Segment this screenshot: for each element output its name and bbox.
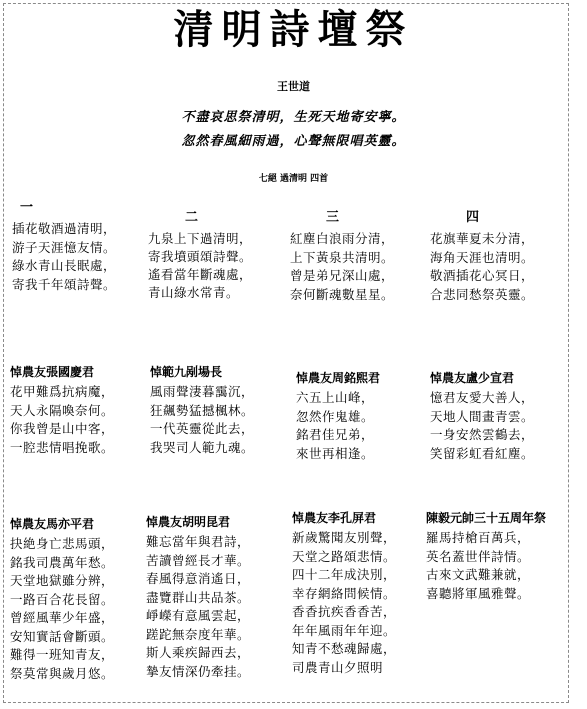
poem-line: 青山綠水常青。 bbox=[148, 285, 240, 300]
poem-title: 悼農友盧少宣君 bbox=[430, 371, 515, 385]
poem-line: 天堂地獄雖分辨， bbox=[10, 573, 115, 588]
poem-line: 盡覽群山共品茶。 bbox=[146, 589, 251, 605]
poem-line: 喜聽將軍風雅聲。 bbox=[426, 585, 531, 601]
poem-line: 我哭司人範九魂。 bbox=[150, 439, 255, 455]
poem-line: 綠水青山長眠處， bbox=[12, 258, 117, 273]
poem-line: 一路百合花長留。 bbox=[10, 591, 115, 607]
poem-9 bbox=[10, 516, 114, 683]
poem-line: 游子天涯憶友情。 bbox=[12, 239, 117, 255]
poem-line: 曾經風華少年盛， bbox=[10, 610, 115, 625]
poem-line: 摯友情深仍牽挂。 bbox=[146, 663, 251, 679]
poem-line: 憶君友愛大善人， bbox=[430, 390, 535, 405]
poem-line: 四十二年成決別， bbox=[292, 567, 397, 582]
poem-line: 英名蓋世伴詩情。 bbox=[426, 548, 531, 564]
poem-line: 你我曾是山中客， bbox=[10, 421, 115, 436]
poem-line: 苦讀曾經長才華。 bbox=[146, 552, 251, 568]
poem-line: 一腔悲情唱挽歌。 bbox=[10, 439, 115, 455]
poem-3 bbox=[290, 210, 394, 304]
poem-line: 古來文武難兼就， bbox=[426, 567, 531, 582]
poem-title: 悼範九剐場長 bbox=[150, 365, 223, 379]
poem-12 bbox=[426, 510, 546, 603]
poem-line: 紅塵白浪雨分清， bbox=[290, 231, 395, 246]
poem-line: 難忘當年與君詩， bbox=[146, 534, 251, 549]
poem-8 bbox=[430, 370, 534, 463]
poem-line: 一身安然雲鶴去， bbox=[430, 427, 535, 442]
poem-line: 幸存網絡問候情。 bbox=[292, 585, 397, 601]
poem-line: 六五上山峰， bbox=[296, 390, 375, 405]
poem-5 bbox=[10, 364, 114, 457]
poem-title: 悼農友張國慶君 bbox=[10, 365, 95, 379]
poem-6 bbox=[150, 364, 254, 457]
poem-line: 安知實話會斷頭。 bbox=[10, 628, 115, 644]
poem-line: 上下黃泉共清明。 bbox=[290, 249, 395, 265]
poem-line: 崢嶸有意風雲起， bbox=[146, 608, 251, 623]
poem-1 bbox=[12, 200, 116, 294]
poem-line: 狂飆勢猛撼楓林。 bbox=[150, 402, 255, 418]
poem-line: 抉絶身亡悲馬頭， bbox=[10, 536, 115, 551]
poem-line: 忽然作鬼雄。 bbox=[296, 408, 375, 424]
poem-line: 銘君佳兄弟， bbox=[296, 427, 375, 442]
intro-line-2: 忽然春風細雨過，心聲無限唱英靈。 bbox=[181, 134, 406, 149]
poem-line: 難得一班知青友， bbox=[10, 647, 115, 662]
poem-line: 風雨聲淒暮靄沉， bbox=[150, 384, 255, 399]
poem-line: 年年風雨年年迎。 bbox=[292, 622, 397, 638]
page-title: 清明詩壇祭 bbox=[173, 6, 414, 53]
poem-title: 悼農友胡明昆君 bbox=[146, 515, 231, 529]
poem-title: 悼農友李孔屏君 bbox=[292, 511, 377, 525]
poem-line: 香香抗疾香香苦， bbox=[292, 604, 397, 619]
poem-line: 來世再相逢。 bbox=[296, 445, 375, 461]
poem-line: 羅馬持槍百萬兵， bbox=[426, 530, 531, 545]
poem-11 bbox=[292, 510, 396, 677]
poem-line: 天地人間畫青雲。 bbox=[430, 408, 535, 424]
poem-line: 九泉上下過清明， bbox=[148, 231, 253, 246]
poem-2 bbox=[148, 210, 252, 302]
poem-line: 合悲同愁祭英靈。 bbox=[430, 286, 535, 302]
poem-line: 春風得意消遙日， bbox=[146, 571, 251, 586]
poem-line: 敬酒插花心冥日， bbox=[430, 268, 535, 283]
poem-10 bbox=[146, 514, 250, 681]
poem-line: 司農青山夕照明 bbox=[292, 659, 384, 675]
author-name: 王世道 bbox=[277, 80, 310, 93]
poem-line: 曾是弟兄深山處， bbox=[290, 268, 395, 283]
poem-title: 四 bbox=[466, 210, 480, 225]
series-label: 七絕 過清明 四首 bbox=[258, 174, 329, 184]
poem-title: 陳毅元帥三十五周年祭 bbox=[426, 511, 547, 525]
poem-line: 斯人乘疾歸西去， bbox=[146, 645, 251, 660]
poem-line: 奈何斷魂數星星。 bbox=[290, 286, 395, 302]
poem-line: 銘我司農萬年愁。 bbox=[10, 554, 115, 570]
poem-line: 花旗華夏未分清， bbox=[430, 231, 535, 246]
poem-line: 海角天涯也清明。 bbox=[430, 249, 535, 265]
poem-line: 花甲難爲抗病魔， bbox=[10, 384, 115, 399]
poem-line: 天人永隔喚奈何。 bbox=[10, 402, 115, 418]
poem-line: 新歲驚聞友別聲， bbox=[292, 530, 397, 545]
poem-7 bbox=[296, 370, 380, 463]
poem-title: 悼農友周銘熙君 bbox=[296, 371, 381, 385]
poem-line: 一代英靈從此去， bbox=[150, 421, 255, 436]
poem-line: 寄我千年頌詩聲。 bbox=[12, 276, 117, 292]
poem-title: 一 bbox=[20, 200, 34, 215]
poem-line: 寄我墳頭頌詩聲。 bbox=[148, 249, 253, 264]
poem-line: 插花敬酒過清明， bbox=[12, 221, 117, 236]
poem-line: 祭莫常與歲月悠。 bbox=[10, 665, 115, 681]
poem-line: 遙看當年斷魂處， bbox=[148, 267, 253, 282]
poem-line: 笑留彩虹看紅塵。 bbox=[430, 445, 535, 461]
poem-title: 二 bbox=[185, 210, 199, 225]
poem-title: 悼農友馬亦平君 bbox=[10, 517, 95, 531]
poem-line: 蹉跎無奈度年華。 bbox=[146, 626, 251, 642]
intro-line-1: 不盡哀思祭清明，生死天地寄安寧。 bbox=[181, 110, 406, 125]
poem-line: 天堂之路頌悲情。 bbox=[292, 548, 397, 564]
poem-4 bbox=[430, 210, 534, 304]
poem-line: 知青不愁魂歸處， bbox=[292, 641, 397, 656]
poem-title: 三 bbox=[326, 210, 340, 225]
